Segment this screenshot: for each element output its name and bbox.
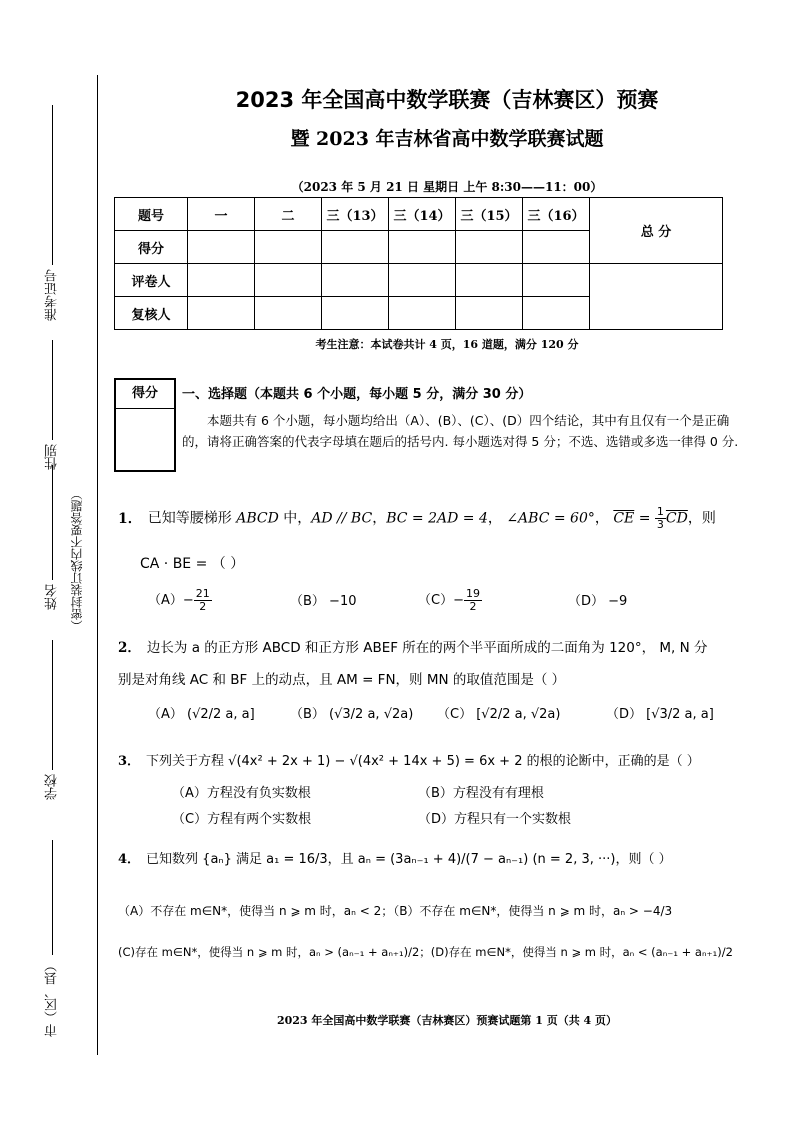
score-cell[interactable] (188, 297, 255, 330)
score-table-header: 三（13） (322, 198, 389, 231)
score-cell[interactable] (255, 264, 322, 297)
q3-option-c[interactable]: （C）方程有两个实数根 (172, 812, 312, 827)
q4-options-cd[interactable]: (C)存在 m∈N*，使得当 n ⩾ m 时，aₙ > (aₙ₋₁ + aₙ₊₁)/2；(D)存在 m∈N*，使得当 n ⩾ m 时，aₙ < (aₙ₋₁ + aₙ₊₁)/2 (118, 945, 733, 959)
q1-abcd: ABCD (236, 510, 279, 527)
section-score-box[interactable] (114, 378, 176, 472)
exam-date: （2023 年 5 月 21 日 星期日 上午 8:30——11：00） (291, 180, 603, 194)
score-row-label: 评卷人 (115, 264, 188, 297)
gender-field[interactable] (42, 340, 62, 470)
q1-tail: ，则 (687, 510, 716, 527)
q3-option-d[interactable]: （D）方程只有一个实数根 (418, 812, 572, 827)
q1-sep: ， (594, 510, 614, 527)
q3-option-b[interactable]: （B）方程没有有理根 (418, 786, 544, 801)
score-cell[interactable] (456, 231, 523, 264)
score-cell[interactable] (188, 264, 255, 297)
q1-sep: ， (372, 510, 387, 527)
school-label: 学校 (44, 774, 60, 800)
q1-vector-cd: $\overline{CD}$ (665, 510, 688, 527)
score-cell[interactable] (389, 264, 456, 297)
score-cell[interactable] (322, 264, 389, 297)
question-1 (118, 506, 716, 531)
q3-option-a[interactable]: （A）方程没有负实数根 (172, 786, 311, 801)
exam-id-underline (52, 105, 53, 265)
option-fraction (464, 588, 482, 613)
score-cell[interactable] (523, 231, 590, 264)
q2-line1: 边长为 a 的正方形 ABCD 和正方形 ABEF 所在的两个半平面所成的二面角为 120°， M, N 分 (146, 640, 708, 656)
q1-cond3: ∠ABC = 60° (506, 510, 595, 527)
score-cell[interactable] (523, 264, 590, 297)
question-number: 2． (118, 640, 141, 656)
question-number: 1． (118, 510, 142, 527)
q1-fraction (655, 506, 666, 531)
score-cell[interactable] (389, 231, 456, 264)
total-score-cell[interactable] (590, 264, 723, 330)
section-score-label: 得分 (116, 380, 174, 409)
q3-line1: 下列关于方程 √(4x² + 2x + 1) − √(4x² + 14x + 5) = 6x + 2 的根的论断中，正确的是（ ） (146, 754, 700, 769)
option-label: （A）− (148, 593, 194, 608)
q4-options-ab[interactable]: （A）不存在 m∈N*，使得当 n ⩾ m 时，aₙ < 2；（B）不存在 m∈N*，使得当 n ⩾ m 时，aₙ > −4/3 (118, 904, 673, 918)
name-label: 姓名 (44, 584, 60, 610)
fraction-numerator: 1 (656, 505, 664, 518)
q2-option-c[interactable]: （C） [√2/2 a, √2a) (437, 707, 561, 722)
q1-sep: ， (487, 510, 507, 527)
name-underline (52, 465, 53, 580)
q1-option-b[interactable]: （B） −10 (290, 594, 357, 609)
score-cell[interactable] (389, 297, 456, 330)
gender-underline (52, 340, 53, 440)
fraction-denominator: 2 (199, 600, 207, 613)
option-fraction (194, 588, 212, 613)
question-number: 3． (118, 754, 141, 769)
q1-option-a[interactable] (148, 588, 212, 613)
q1-line2: CA · BE = （ ） (140, 556, 245, 572)
q1-vector-ce: $\overline{CE}$ (613, 510, 635, 527)
q1-option-c[interactable] (418, 588, 482, 613)
fraction-denominator: 2 (469, 600, 477, 613)
score-cell[interactable] (255, 297, 322, 330)
exam-notice: 考生注意：本试卷共计 4 页，16 道题，满分 120 分 (315, 338, 579, 351)
fraction-numerator: 21 (195, 587, 210, 600)
score-cell[interactable] (456, 297, 523, 330)
question-4 (118, 848, 672, 867)
exam-id-label: 准考证号 (44, 269, 60, 321)
score-cell[interactable] (322, 297, 389, 330)
question-number: 4． (118, 852, 141, 867)
city-label: 市（区、县） (44, 959, 60, 1037)
score-cell[interactable] (456, 264, 523, 297)
page-subtitle: 暨 2023 年吉林省高中数学联赛试题 (290, 128, 604, 150)
q1-cond1: AD // BC (311, 510, 373, 527)
q1-text: 已知等腰梯形 (147, 510, 237, 527)
q2-option-a[interactable]: （A） (√2/2 a, a] (148, 707, 255, 722)
school-field[interactable] (42, 640, 62, 800)
score-table-header: 三（15） (456, 198, 523, 231)
binding-line (97, 75, 98, 1055)
name-field[interactable] (42, 465, 62, 610)
section-description: 本题共有 6 个小题，每小题均给出（A）、(B）、(C）、(D）四个结论，其中有且仅有一个是正确的，请将正确答案的代表字母填在题后的括号内. 每小题选对得 5 分；不选、选错或多选一律得 0 分. (182, 413, 739, 449)
q2-option-d[interactable]: （D） [√3/2 a, a] (606, 707, 714, 722)
score-table-header: 三（14） (389, 198, 456, 231)
city-underline (52, 840, 53, 955)
school-underline (52, 640, 53, 770)
score-row-label: 得分 (115, 231, 188, 264)
q1-option-d[interactable]: （D） −9 (568, 594, 628, 609)
q1-eq: = (634, 510, 655, 527)
section-title: 一、选择题（本题共 6 个小题，每小题 5 分，满分 30 分） (182, 387, 532, 402)
page-footer: 2023 年全国高中数学联赛（吉林赛区）预赛试题第 1 页（共 4 页） (276, 1014, 618, 1027)
score-table-header: 一 (188, 198, 255, 231)
score-cell[interactable] (523, 297, 590, 330)
fraction-denominator: 3 (656, 518, 664, 531)
fraction-numerator: 19 (465, 587, 480, 600)
q1-cond2: BC = 2AD = 4 (386, 510, 488, 527)
q2-option-b[interactable]: （B） (√3/2 a, √2a) (290, 707, 414, 722)
option-label: （C）− (418, 593, 464, 608)
score-cell[interactable] (322, 231, 389, 264)
total-score-label: 总 分 (590, 198, 723, 264)
score-table (114, 197, 723, 330)
question-3 (118, 750, 700, 769)
page-title: 2023 年全国高中数学联赛（吉林赛区）预赛 (235, 88, 659, 112)
score-cell[interactable] (188, 231, 255, 264)
score-table-header: 题号 (115, 198, 188, 231)
q4-line1: 已知数列 {aₙ} 满足 a₁ = 16/3，且 aₙ = (3aₙ₋₁ + 4)/(7 − aₙ₋₁) (n = 2, 3, ···)，则（ ） (146, 852, 672, 867)
exam-id-field[interactable] (42, 105, 62, 321)
score-cell[interactable] (255, 231, 322, 264)
score-table-header: 三（16） (523, 198, 590, 231)
sealing-note: （密封装订线内不要答题） (70, 488, 84, 632)
city-field[interactable] (42, 840, 62, 1037)
score-row-label: 复核人 (115, 297, 188, 330)
gender-label: 性别 (44, 444, 60, 470)
q2-line2: 别是对角线 AC 和 BF 上的动点，且 AM = FN，则 MN 的取值范围是（ ） (118, 672, 566, 688)
question-2 (118, 636, 708, 656)
score-table-header: 二 (255, 198, 322, 231)
q1-text: 中， (278, 510, 312, 527)
